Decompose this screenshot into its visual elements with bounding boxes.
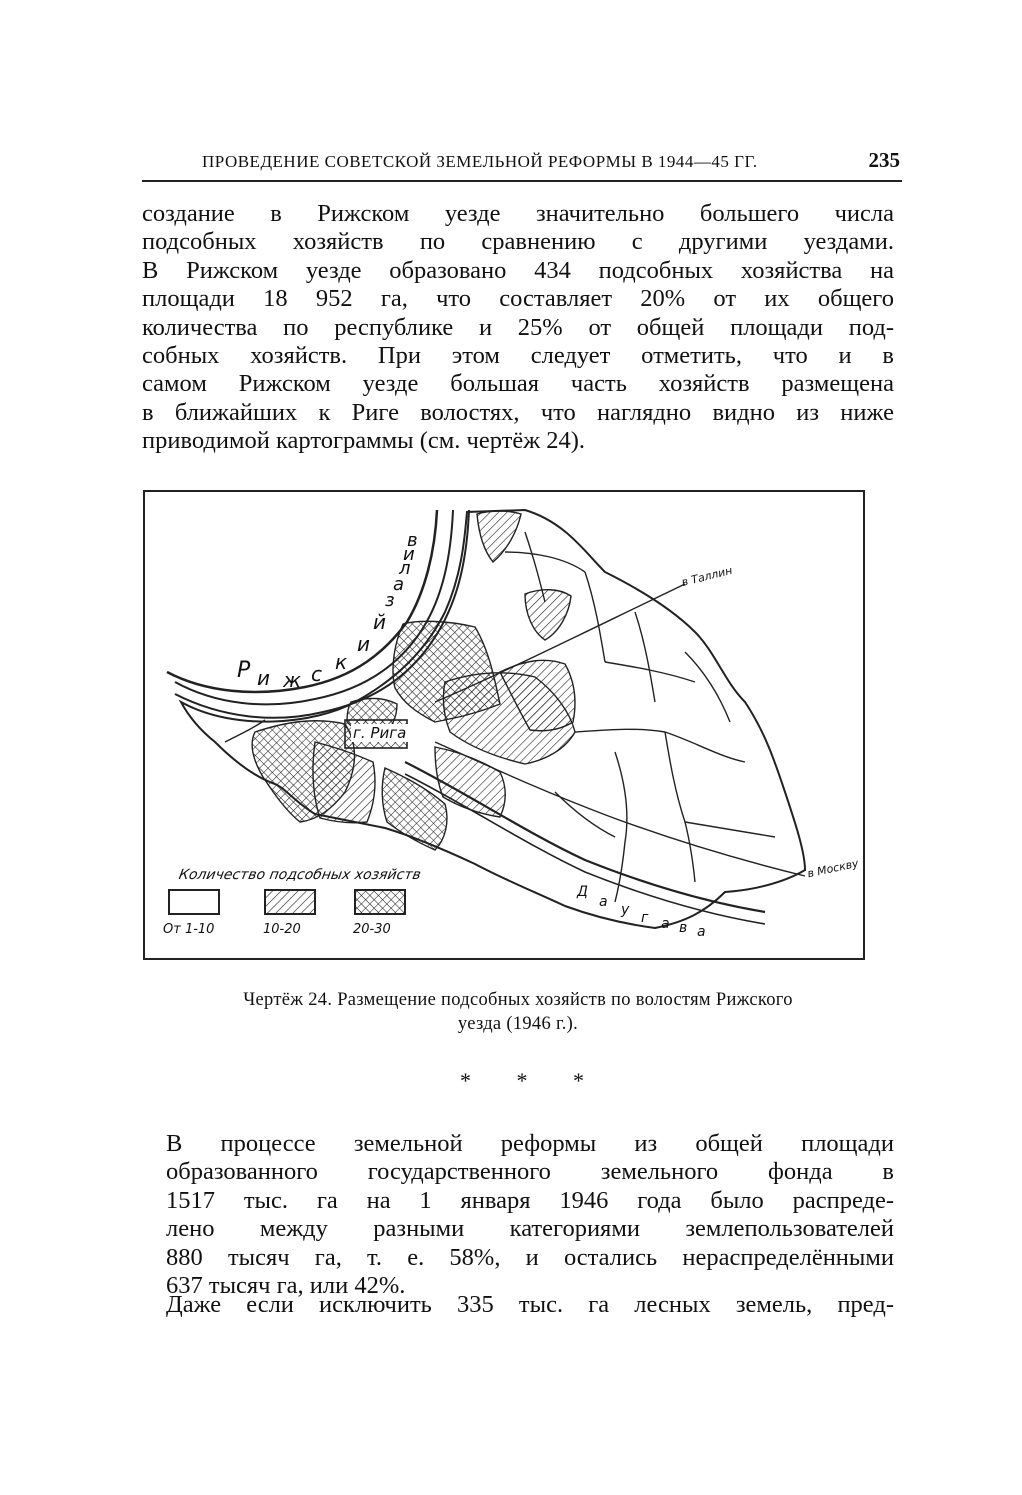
river-label-letter: а	[599, 894, 608, 910]
district-region	[615, 752, 627, 902]
text-line: лено между разными категориями землепользователей	[166, 1215, 894, 1243]
legend-swatch-hatched	[265, 890, 315, 914]
header-title: ПРОВЕДЕНИЕ СОВЕТСКОЙ ЗЕМЕЛЬНОЙ РЕФОРМЫ В 1944—45 ГГ.	[202, 152, 758, 171]
gulf-label-letter: л	[399, 558, 411, 579]
page-number: 235	[868, 148, 900, 172]
gulf-label-letter: з	[385, 590, 395, 611]
gulf-label-letter: ж	[283, 668, 302, 692]
text-line: площади 18 952 га, что составляет 20% от их общего	[142, 285, 894, 313]
road-label-tallinn: в Таллин	[680, 563, 734, 590]
running-header	[142, 146, 902, 182]
river-label-letter: а	[661, 916, 670, 932]
gulf-label-letter: с	[311, 662, 322, 686]
district-region	[685, 822, 775, 837]
text-line: образованного государственного земельного фонда в	[166, 1158, 894, 1186]
legend-label-blank: От 1-10	[163, 922, 215, 937]
gulf-label-letter: к	[335, 650, 348, 674]
text-line: самом Рижском уезде большая часть хозяйств размещена	[142, 370, 894, 398]
district-region	[575, 729, 745, 762]
paragraph-3	[142, 1291, 894, 1319]
text-line: Даже если исключить 335 тыс. га лесных земель, пред-	[166, 1291, 894, 1318]
text-line: подсобных хозяйств по сравнению с другими уездами.	[142, 228, 894, 256]
district-region	[477, 511, 521, 562]
text-line: 1517 тыс. га на 1 января 1946 года было распреде-	[166, 1186, 894, 1214]
river-label-letter: у	[621, 902, 630, 918]
section-separator: * * *	[460, 1068, 604, 1093]
paragraph-1	[142, 200, 894, 456]
legend-title: Количество подсобных хозяйств	[177, 867, 423, 883]
district-region	[313, 742, 375, 823]
text-line: В Рижском уезде образовано 434 подсобных хозяйства на	[142, 256, 894, 284]
text-line: 637 тысяч га, или 42%.	[166, 1272, 406, 1300]
district-region	[665, 732, 695, 882]
legend-swatch-blank	[169, 890, 219, 914]
gulf-label-letter: и	[257, 666, 270, 690]
cartogram-map	[145, 492, 863, 958]
text-line: приводимой картограммы (см. чертёж 24).	[142, 427, 586, 455]
text-line: количества по республике и 25% от общей площади под-	[142, 313, 894, 341]
gulf-label-letter: и	[403, 544, 415, 565]
district-region	[585, 572, 605, 662]
cartogram-figure	[143, 490, 865, 960]
legend-label-crosshatched: 20-30	[353, 922, 391, 937]
river-label-letter: а	[697, 924, 706, 940]
legend-label-hatched: 10-20	[263, 922, 301, 937]
district-region	[685, 652, 730, 722]
river-label-letter: Д	[577, 884, 588, 900]
road-label-moscow: в Москву	[806, 856, 860, 881]
gulf-label-letter: Р	[237, 658, 251, 683]
river-label-letter: г	[641, 910, 649, 926]
text-line: собных хозяйств. При этом следует отметить, что и в	[142, 342, 894, 370]
district-region	[505, 552, 585, 572]
district-region	[525, 590, 571, 640]
caption-line: уезда (1946 г.).	[457, 1014, 579, 1034]
city-label-riga: г. Рига	[353, 724, 407, 742]
text-line: 880 тысяч га, т. е. 58%, и остались нераспределёнными	[166, 1243, 894, 1271]
legend-swatch-crosshatched	[355, 890, 405, 914]
caption-line: Чертёж 24. Размещение подсобных хозяйств по волостям Рижского	[243, 990, 793, 1010]
paragraph-2	[142, 1130, 894, 1300]
text-line: В процессе земельной реформы из общей площади	[166, 1130, 894, 1157]
river-label-letter: в	[679, 920, 688, 936]
gulf-label-letter: а	[393, 574, 405, 595]
district-region	[635, 612, 655, 702]
gulf-label-letter: и	[357, 632, 370, 656]
text-line: создание в Рижском уезде значительно большего числа	[142, 200, 894, 227]
gulf-label-letter: в	[407, 530, 418, 551]
gulf-label-letter: й	[373, 610, 386, 634]
text-line: в ближайших к Риге волостях, что наглядно видно из ниже	[142, 398, 894, 426]
figure-caption	[142, 988, 894, 1036]
